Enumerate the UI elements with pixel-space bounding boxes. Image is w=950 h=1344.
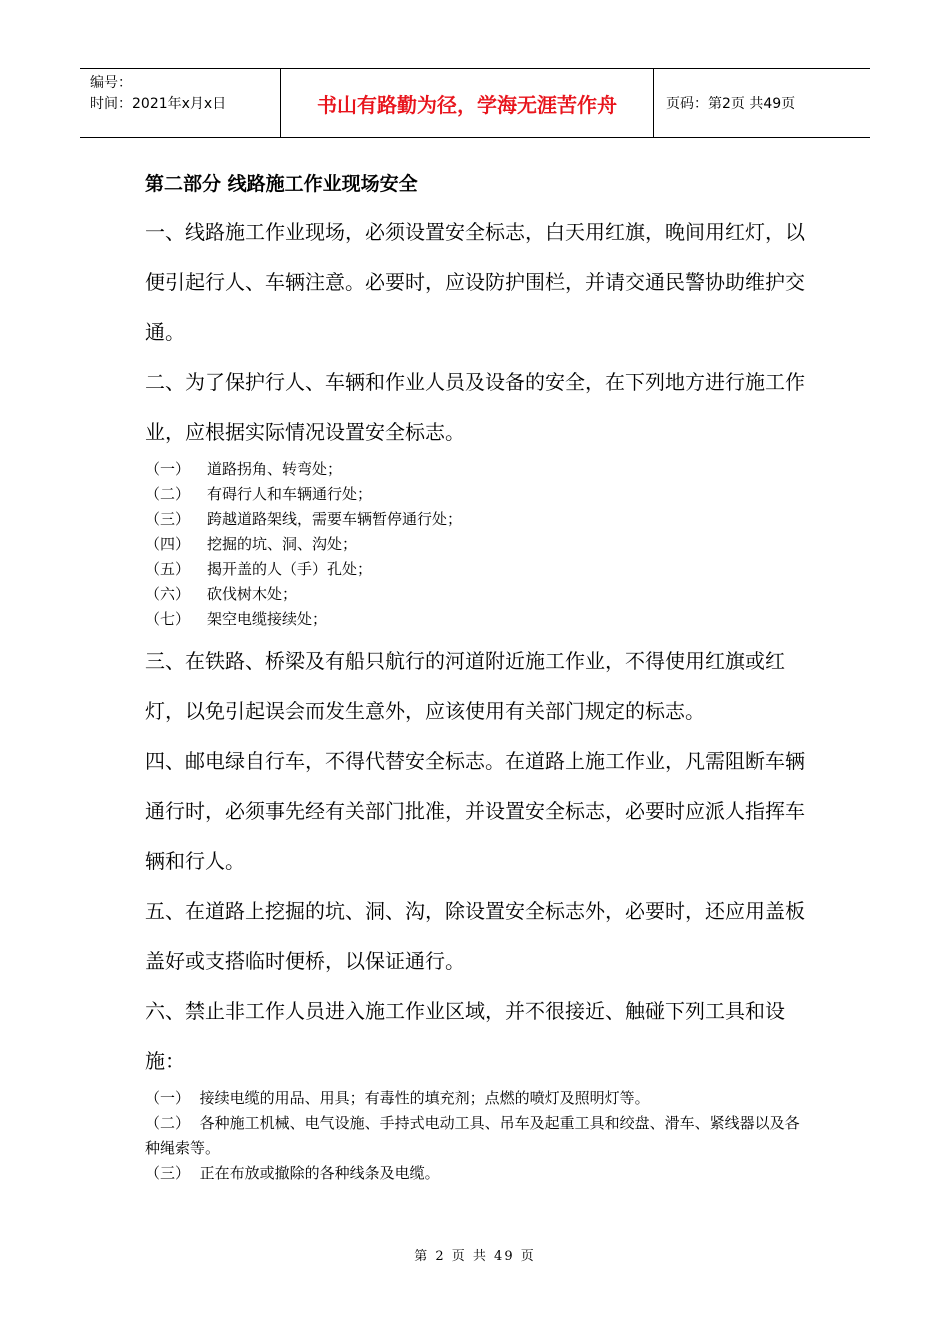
document-body [145,168,810,1186]
section-title: 第二部分 线路施工作业现场安全 [145,173,418,195]
list-item: （三） 跨越道路架线，需要车辆暂停通行处； [145,510,463,528]
document-time: 时间：2021年x月x日 [90,96,227,112]
sign-location-list [145,457,810,632]
list-item: （一） 道路拐角、转弯处； [145,460,343,478]
list-item: （七） 架空电缆接续处； [145,610,328,628]
page-header [80,68,870,138]
paragraph-3: 三、在铁路、桥梁及有船只航行的河道附近施工作业，不得使用红旗或红灯，以免引起误会而发生意外，应该使用有关部门规定的标志。 [145,649,785,723]
document-code-label: 编号： [90,75,132,91]
list-item: （二） 各种施工机械、电气设施、手持式电动工具、吊车及起重工具和绞盘、滑车、紧线器以及各种绳索等。 [145,1114,800,1157]
paragraph-1: 一、线路施工作业现场，必须设置安全标志，白天用红旗，晚间用红灯，以便引起行人、车辆注意。必要时，应设防护围栏，并请交通民警协助维护交通。 [145,220,805,344]
header-page-info: 页码：第2页 共49页 [666,96,796,112]
list-item: （六） 砍伐树木处； [145,585,298,603]
header-meta [80,69,281,137]
restricted-items-list [145,1086,810,1186]
list-item: （三） 正在布放或撤除的各种线条及电缆。 [145,1164,440,1182]
list-item: （五） 揭开盖的人（手）孔处； [145,560,373,578]
paragraph-4: 四、邮电绿自行车，不得代替安全标志。在道路上施工作业，凡需阻断车辆通行时，必须事先经有关部门批准，并设置安全标志，必要时应派人指挥车辆和行人。 [145,749,805,873]
list-item: （四） 挖掘的坑、洞、沟处； [145,535,358,553]
page-footer: 第 2 页 共 49 页 [414,1249,536,1264]
paragraph-6: 六、禁止非工作人员进入施工作业区域，并不很接近、触碰下列工具和设施： [145,999,785,1073]
paragraph-5: 五、在道路上挖掘的坑、洞、沟，除设置安全标志外，必要时，还应用盖板盖好或支搭临时便桥，以保证通行。 [145,899,805,973]
paragraph-2: 二、为了保护行人、车辆和作业人员及设备的安全，在下列地方进行施工作业，应根据实际情况设置安全标志。 [145,370,805,444]
header-motto: 书山有路勤为径，学海无涯苦作舟 [281,69,654,137]
list-item: （二） 有碍行人和车辆通行处； [145,485,373,503]
list-item: （一） 接续电缆的用品、用具；有毒性的填充剂；点燃的喷灯及照明灯等。 [145,1089,650,1107]
